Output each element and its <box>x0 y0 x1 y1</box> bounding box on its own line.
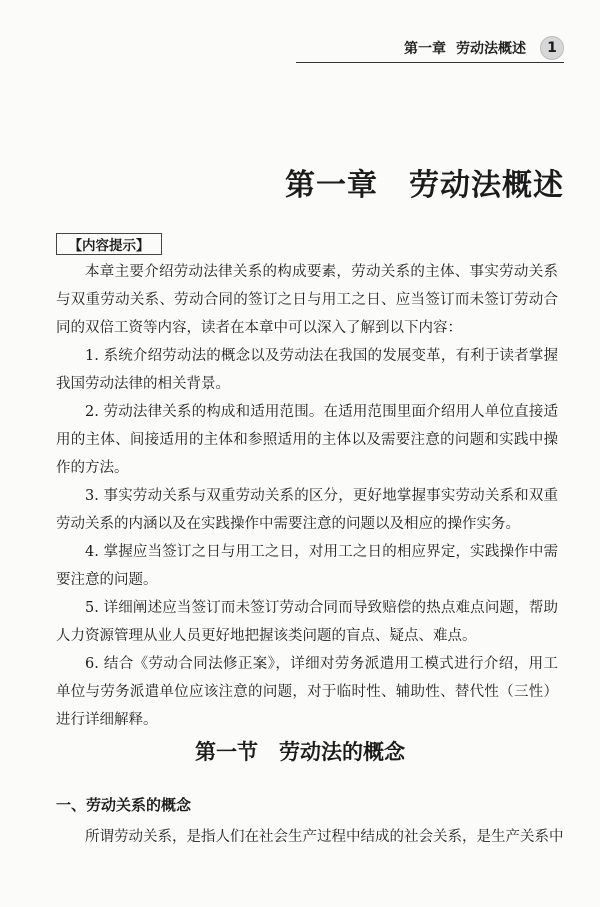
subsection-title: 一、劳动关系的概念 <box>56 796 192 814</box>
running-header-chapter: 第一章 <box>404 41 446 57</box>
point-5: 5. 详细阐述应当签订而未签订劳动合同而导致赔偿的热点难点问题，帮助人力资源管理从业人员更好地把握该类问题的盲点、疑点、难点。 <box>56 600 558 644</box>
section-title: 第一节 劳动法的概念 <box>195 740 405 764</box>
running-header-title: 劳动法概述 <box>456 41 526 57</box>
point-4: 4. 掌握应当签订之日与用工之日，对用工之日的相应界定，实践操作中需要注意的问题。 <box>56 544 558 588</box>
point-1: 1. 系统介绍劳动法的概念以及劳动法在我国的发展变革，有利于读者掌握我国劳动法律的相关背景。 <box>56 348 558 392</box>
page-number-badge: 1 <box>540 36 564 60</box>
point-3: 3. 事实劳动关系与双重劳动关系的区分，更好地掌握事实劳动关系和双重劳动关系的内涵以及在实践操作中需要注意的问题以及相应的操作实务。 <box>56 488 558 532</box>
content-tip-label: 【内容提示】 <box>56 233 162 255</box>
intro-paragraph: 本章主要介绍劳动法律关系的构成要素，劳动关系的主体、事实劳动关系与双重劳动关系、劳动合同的签订之日与用工之日、应当签订而未签订劳动合同的双倍工资等内容，读者在本章中可以深入了解到以下内容： <box>56 264 558 336</box>
running-header <box>296 34 564 63</box>
body-paragraph: 所谓劳动关系，是指人们在社会生产过程中结成的社会关系，是生产关系中 <box>85 829 564 845</box>
point-6: 6. 结合《劳动合同法修正案》，详细对劳务派遣用工模式进行介绍，用工单位与劳务派遣单位应该注意的问题，对于临时性、辅助性、替代性（三性）进行详细解释。 <box>56 656 558 728</box>
content-summary <box>56 258 558 734</box>
chapter-title: 第一章 劳动法概述 <box>285 168 564 203</box>
point-2: 2. 劳动法律关系的构成和适用范围。在适用范围里面介绍用人单位直接适用的主体、间接适用的主体和参照适用的主体以及需要注意的问题和实践中操作的方法。 <box>56 404 558 476</box>
